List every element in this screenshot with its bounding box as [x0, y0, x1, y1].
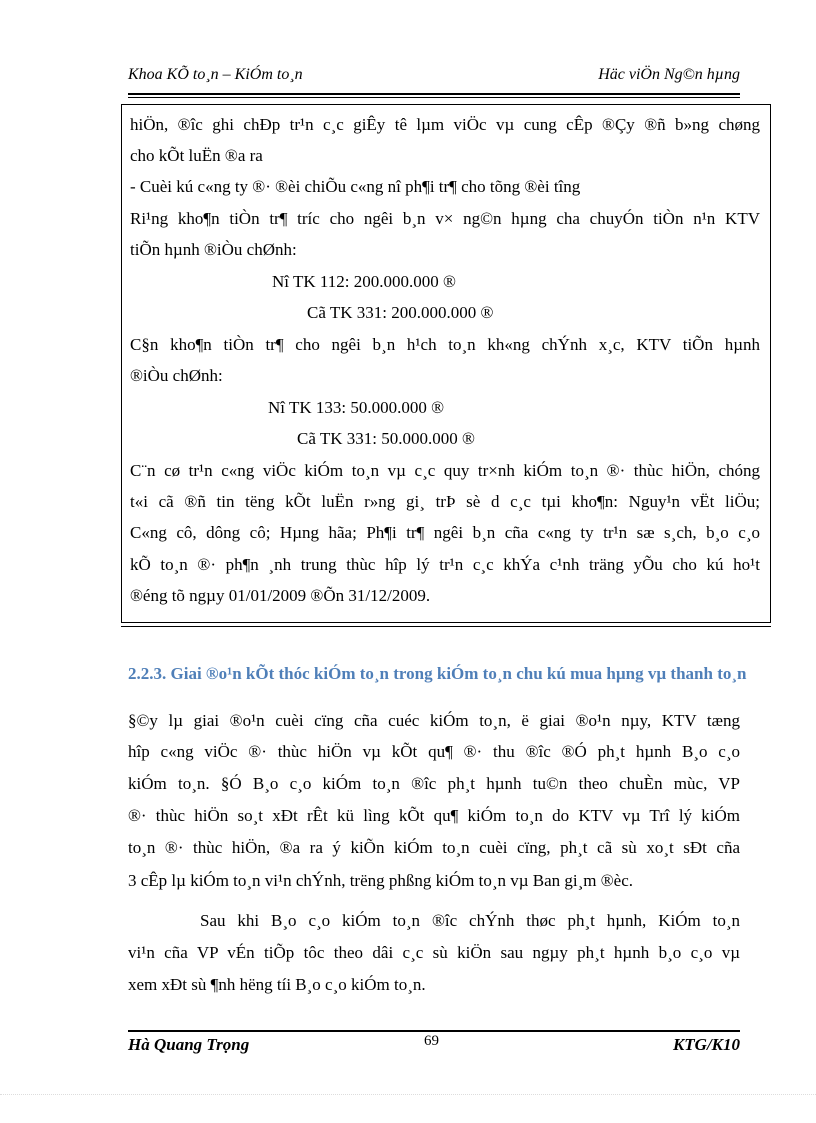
header-rule-thin [128, 97, 740, 98]
body-line: to¸n ®· thùc hiÖn, ®a ra ý kiÕn kiÓm to¸n cuèi cïng, ph¸t cã sù xo¸t sÐt cña [128, 838, 740, 857]
journal-entry-credit: Cã TK 331: 50.000.000 ® [297, 429, 475, 448]
body-line: 3 cÊp lµ kiÓm to¸n vi¹n chÝnh, trëng phßng kiÓm to¸n vµ Ban gi¸m ®èc. [128, 871, 634, 890]
body-line: kiÓm to¸n. §Ó B¸o c¸o kiÓm to¸n ®îc ph¸t hµnh tu©n theo chuÈn mùc, VP [128, 774, 740, 793]
footer-author: Hà Quang Trọng [128, 1035, 250, 1054]
page-edge-divider [0, 1094, 816, 1095]
footer-class-code: KTG/K10 [672, 1035, 740, 1054]
box-line: - Cuèi kú c«ng ty ®· ®èi chiÕu c«ng nî ph¶i tr¶ cho tõng ®èi tîng [130, 177, 581, 196]
footer-rule [128, 1030, 740, 1032]
body-line: Sau khi B¸o c¸o kiÓm to¸n ®îc chÝnh thøc ph¸t hµnh, KiÓm to¸n [200, 911, 740, 930]
page-number: 69 [424, 1033, 439, 1049]
journal-entry-debit: Nî TK 133: 50.000.000 ® [268, 398, 444, 417]
box-line: C§n kho¶n tiÒn tr¶ cho ngêi b¸n h¹ch to¸n kh«ng chÝnh x¸c, KTV tiÕn hµnh [130, 335, 760, 354]
box-line: ®éng tõ ngµy 01/01/2009 ®Õn 31/12/2009. [130, 586, 431, 605]
box-line: kÕ to¸n ®· ph¶n ¸nh trung thùc hîp lý tr¹n c¸c khÝa c¹nh träng yÕu cho kú ho¹t [130, 555, 760, 574]
box-line: hiÖn, ®îc ghi chÐp tr¹n c¸c giÊy tê lµm viÖc vµ cung cÊp ®Çy ®ñ b»ng chøng [130, 115, 760, 134]
header-institution: Häc viÖn Ng©n hµng [598, 66, 740, 83]
body-line: xem xÐt sù ¶nh hëng tíi B¸o c¸o kiÓm to¸n. [128, 975, 426, 994]
box-line: tiÕn hµnh ®iÒu chØnh: [130, 240, 297, 259]
body-line: ®· thùc hiÖn so¸t xÐt rÊt kü lìng kÕt qu¶ kiÓm to¸n do KTV vµ Trî lý kiÓm [128, 806, 740, 825]
box-bottom-rule [121, 626, 771, 627]
body-line: hîp c«ng viÖc ®· thùc hiÖn vµ kÕt qu¶ ®· thu ®îc ®Ó ph¸t hµnh B¸o c¸o [128, 742, 740, 761]
box-line: Ri¹ng kho¶n tiÒn tr¶ tríc cho ngêi b¸n v× ng©n hµng cha chuyÓn tiÒn n¹n KTV [130, 209, 760, 228]
header-rule [128, 93, 740, 95]
body-line: §©y lµ giai ®o¹n cuèi cïng cña cuéc kiÓm to¸n, ë giai ®o¹n nµy, KTV tæng [128, 711, 740, 730]
box-line: C¨n cø tr¹n c«ng viÖc kiÓm to¸n vµ c¸c quy tr×nh kiÓm to¸n ®· thùc hiÖn, chóng [130, 461, 760, 480]
bordered-text-box [121, 104, 771, 623]
box-line: C«ng cô, dông cô; Hµng hãa; Ph¶i tr¶ ngêi b¸n cña c«ng ty tr¹n sæ s¸ch, b¸o c¸o [130, 523, 760, 542]
page-header [128, 66, 740, 88]
journal-entry-credit: Cã TK 331: 200.000.000 ® [307, 303, 494, 322]
box-line: cho kÕt luËn ®a ra [130, 146, 263, 165]
section-heading: 2.2.3. Giai ®o¹n kÕt thóc kiÓm to¸n trong kiÓm to¸n chu kú mua hµng vµ thanh to¸n [128, 664, 747, 683]
page-footer [128, 1035, 740, 1059]
header-faculty: Khoa KÕ to¸n – KiÓm to¸n [128, 66, 303, 83]
journal-entry-debit: Nî TK 112: 200.000.000 ® [272, 272, 456, 291]
box-line: t«i cã ®ñ tin tëng kÕt luËn r»ng gi¸ trÞ sè d c¸c tµi kho¶n: Nguy¹n vËt liÖu; [130, 492, 760, 511]
box-line: ®iÒu chØnh: [130, 366, 223, 385]
body-line: vi¹n cña VP vÉn tiÕp tôc theo dâi c¸c sù kiÖn sau ngµy ph¸t hµnh b¸o c¸o vµ [128, 943, 740, 962]
